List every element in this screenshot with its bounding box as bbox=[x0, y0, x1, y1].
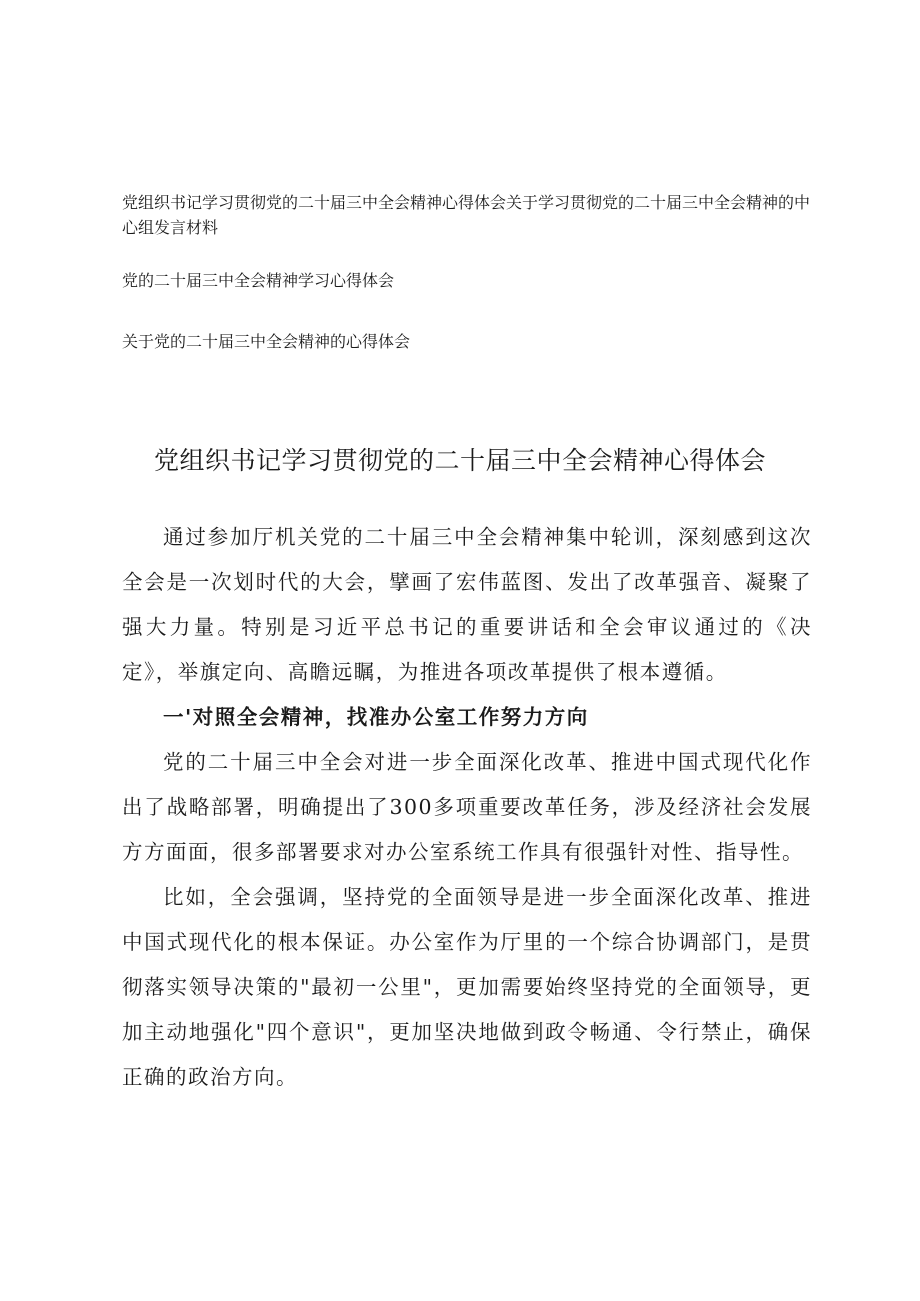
paragraph-intro: 通过参加厅机关党的二十届三中全会精神集中轮训，深刻感到这次全会是一次划时代的大会，擘画了宏伟蓝图、发出了改革强音、凝聚了强大力量。特别是习近平总书记的重要讲话和全会审议通过的《决定》，举旗定向、高瞻远瞩，为推进各项改革提供了根本遵循。 bbox=[122, 525, 812, 684]
document-body bbox=[122, 515, 812, 1100]
toc-item-3[interactable]: 关于党的二十届三中全会精神的心得体会 bbox=[122, 332, 411, 351]
document-title: 党组织书记学习贯彻党的二十届三中全会精神心得体会 bbox=[153, 445, 766, 475]
paragraph-section-1: 党的二十届三中全会对进一步全面深化改革、推进中国式现代化作出了战略部署，明确提出了300多项重要改革任务，涉及经济社会发展方方面面，很多部署要求对办公室系统工作具有很强针对性、指导性。 bbox=[122, 750, 812, 864]
toc-item-2[interactable]: 党的二十届三中全会精神学习心得体会 bbox=[122, 271, 395, 290]
table-of-contents bbox=[122, 190, 812, 390]
section-heading-1: 一'对照全会精神，找准办公室工作努力方向 bbox=[163, 705, 589, 729]
toc-item-1[interactable]: 党组织书记学习贯彻党的二十届三中全会精神心得体会关于学习贯彻党的二十届三中全会精神的中心组发言材料 bbox=[122, 193, 811, 237]
paragraph-example: 比如，全会强调，坚持党的全面领导是进一步全面深化改革、推进中国式现代化的根本保证。办公室作为厅里的一个综合协调部门，是贯彻落实领导决策的"最初一公里"，更加需要始终坚持党的全面领导，更加主动地强化"四个意识"，更加坚决地做到政令畅通、令行禁止，确保正确的政治方向。 bbox=[122, 885, 812, 1089]
